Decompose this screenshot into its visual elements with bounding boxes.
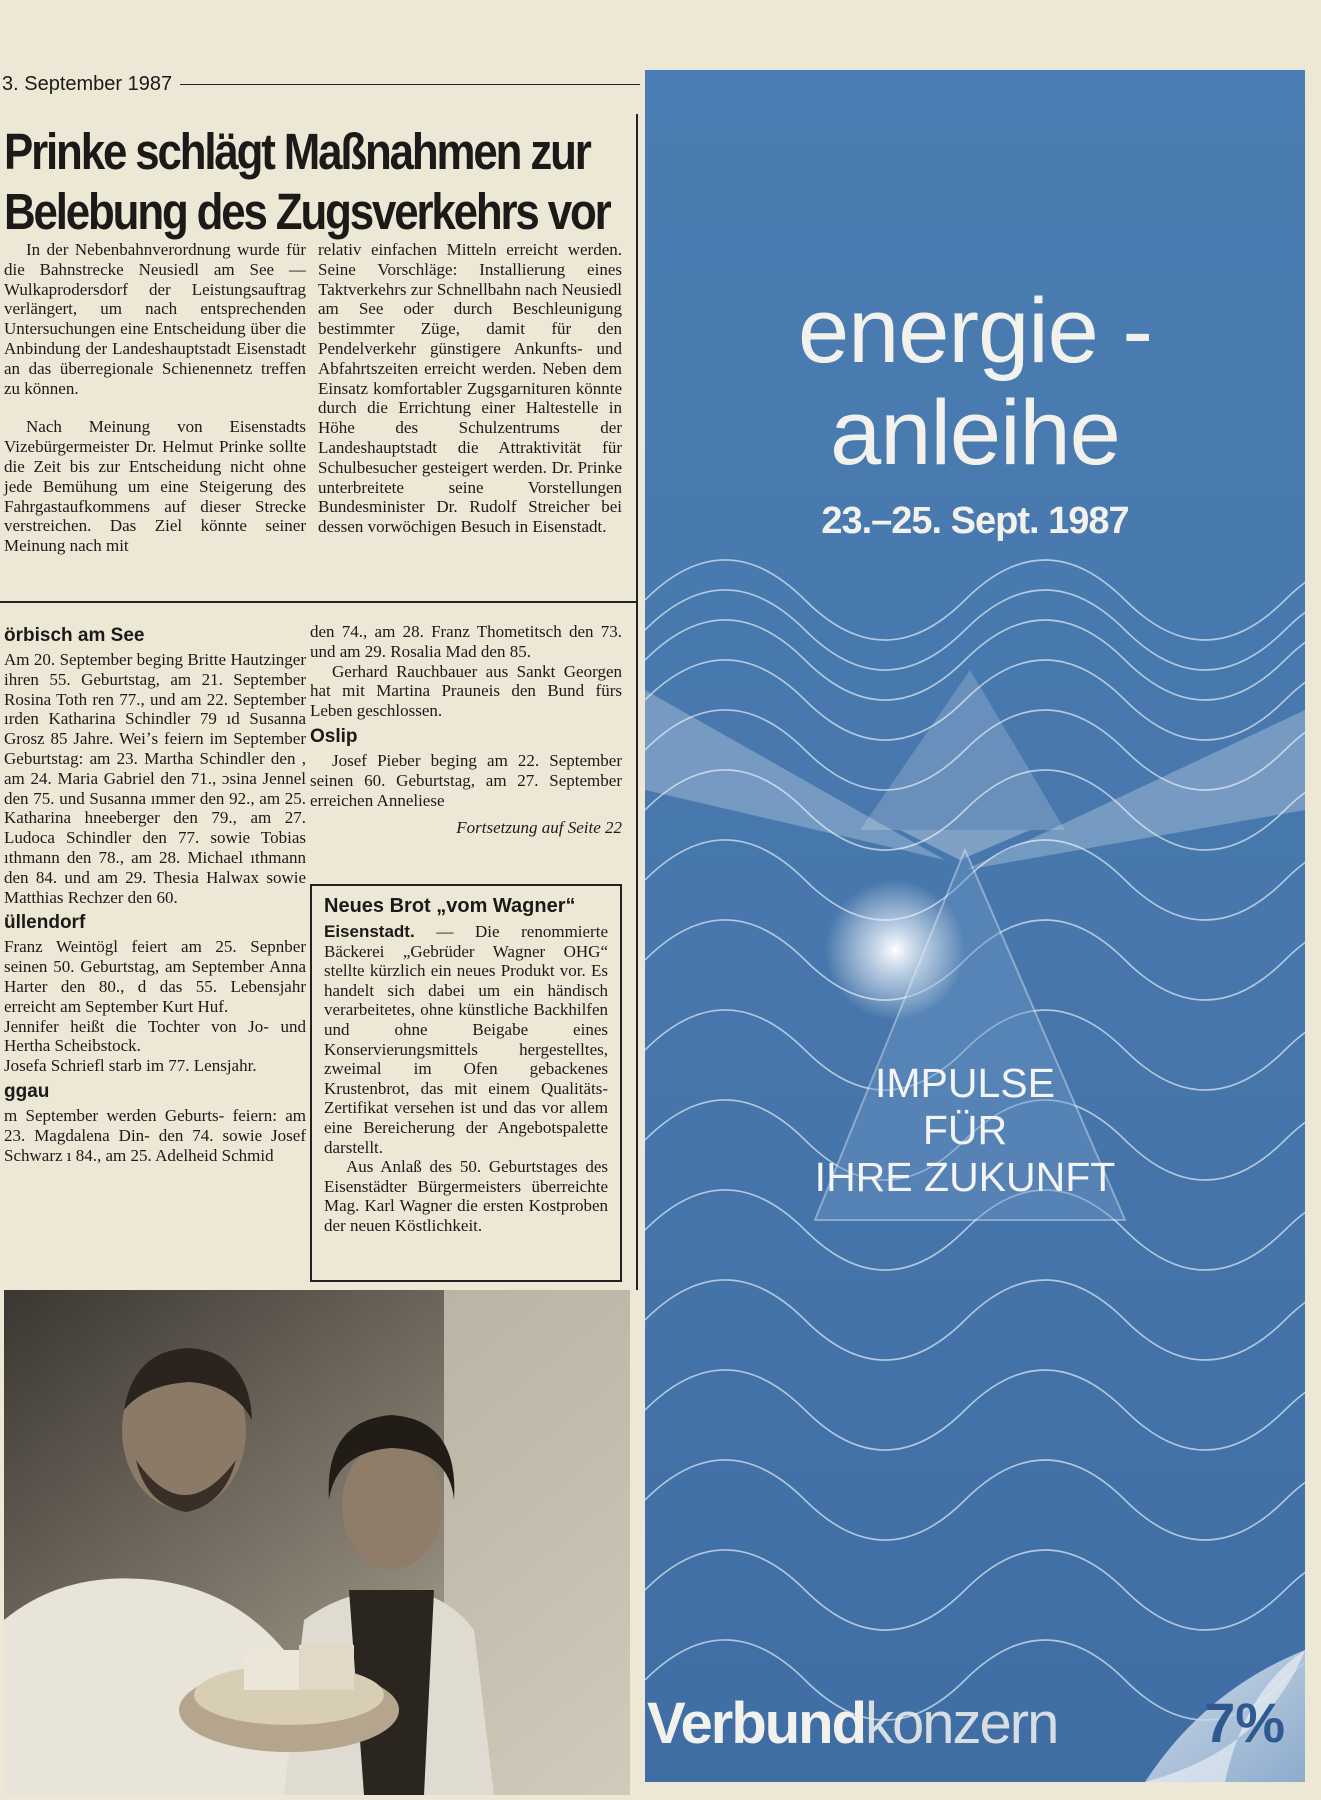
box-text-2: Aus Anlaß des 50. Geburtstages des Eisenstädter Bürgermeisters überreichte Mag. Karl Wagner die ersten Kostproben der neuen Köstlichkeit. [324,1157,608,1235]
section-title-oslip: Oslip [310,725,358,747]
section-divider [0,601,636,603]
ad-title-line-1: energie - [797,280,1153,382]
news-photo [4,1290,630,1795]
ad-interest-rate: 7% [1204,1691,1285,1754]
local-news-text: Jennifer heißt die Tochter von Jo- und Hertha Scheibstock. [4,1016,306,1056]
ad-slogan [765,1060,1165,1201]
dateline-text: 3. September 1987 [2,72,173,95]
bread-news-box [310,884,622,1282]
headline-line-2: Belebung des Zugsverkehrs vor [4,183,610,240]
ad-slogan-line-3: IHRE ZUKUNFT [814,1154,1116,1200]
article-column-1 [4,240,306,556]
ad-title [645,280,1305,484]
section-title-siggau: ggau [4,1080,50,1102]
ad-date: 23.–25. Sept. 1987 [821,500,1129,542]
box-text-body: — Die renommierte Bäckerei „Gebrüder Wagner OHG“ stellte kürzlich ein neues Produkt vor. Es handelt sich dabei um ein händisch verarbeitetes, ohne künstliche Backhilfen und ohne Beigabe eines Konservierungsmittels hergestelltes, zweimal im Ofen gebackenes Krustenbrot, das mit einem Qualitäts-Zertifikat versehen ist und das vor allem eine Bereicherung der Angebotspalette darstellt. [324,922,608,1157]
local-news-column-2 [310,622,622,838]
local-news-text: Josef Pieber beging am 22. September seinen 60. Geburtstag, am 27. September erreichen Anneliese [310,750,622,810]
section-title-muellendorf: üllendorf [4,912,86,934]
box-place: Eisenstadt. [324,922,415,941]
ad-slogan-line-2: FÜR [922,1107,1008,1153]
article-column-2 [318,240,622,537]
ad-brand-light: konzern [865,1691,1058,1756]
light-flare [825,880,965,1020]
ad-title-line-2: anleihe [830,382,1120,484]
ad-brand-bold: Verbund [647,1691,866,1756]
article-headline [4,122,610,242]
photo-illustration [4,1290,630,1795]
local-news-text: den 74., am 28. Franz Thometitsch den 73. und am 29. Rosalia Mad den 85. [310,622,622,661]
local-news-text: Josefa Schriefl starb im 77. Lensjahr. [4,1056,257,1076]
article-paragraph: In der Nebenbahnverordnung wurde für die Bahnstrecke Neusiedl am See — Wulkaprodersdorf der Leistungsauftrag verlängert, um nach entsprechenden Untersuchungen eine Entscheidung über die Anbindung der Landeshauptstadt Eisenstadt an das überregionale Schienennetz treffen zu können. [4,240,306,398]
ad-slogan-line-1: IMPULSE [875,1060,1055,1106]
box-title: Neues Brot „vom Wagner“ [324,895,576,917]
ad-brand [647,1690,1057,1757]
headline-line-1: Prinke schlägt Maßnahmen zur [4,123,590,180]
continued-note: Fortsetzung auf Seite 22 [456,818,622,838]
energy-bond-advertisement [645,70,1305,1782]
local-news-column-1 [4,620,306,1165]
section-title-moerbisch: örbisch am See [4,625,145,646]
local-news-text: Gerhard Rauchbauer aus Sankt Georgen hat mit Martina Prauneis den Bund fürs Leben geschlossen. [310,661,622,721]
local-news-text: Am 20. September beging Britte Hautzinger ihren 55. Geburtstag, am 21. September Rosina Toth ren 77., und am 22. September ırden Katharina Schindler 79 ıd Susanna Grosz 85 Jahre. Weiʼs feiern im September Geburtstag: am 23. Martha Schindler den , am 24. Maria Gabriel den 71., ɔsina Jennel den 75. und Susanna ımmer den 92., am 25. Katharina hneeberger den 79., am 27. Ludoca Schindler den 77. sowie Tobias ıthmann den 78., am 28. Michael ıthmann den 84. und am 29. Thesia Halwax sowie Matthias Rechzer den 60. [4,650,306,907]
dateline [2,70,640,98]
article-paragraph: Nach Meinung von Eisenstadts Vizebürgermeister Dr. Helmut Prinke sollte die Zeit bis zur Entscheidung nicht ohne jede Bemühung um eine Steigerung des Fahrgastaufkommens auf dieser Strecke verstreichen. Das Ziel könnte seiner Meinung nach mit [4,417,306,556]
local-news-text: Franz Weintögl feiert am 25. Sepnber seinen 50. Geburtstag, am September Anna Harter den 80., d das 55. Lebensjahr erreicht am September Kurt Huf. [4,937,306,1016]
box-text [324,922,608,1157]
dateline-rule [180,84,640,85]
article-paragraph: relativ einfachen Mitteln erreicht werden. Seine Vorschläge: Installierung eines Taktverkehrs zur Schnellbahn nach Neusiedl am See oder durch Beschleunigung bestimmter Züge, damit für den Pendelverkehr günstigere Ankunfts- und Abfahrtszeiten erreicht werden. Neben dem Einsatz komfortabler Zugsgarnituren könnte durch die Errichtung einer Haltestelle in Höhe des Schulzentrums der Landeshauptstadt die Attraktivität für Schulbesucher gesteigert werden. Dr. Prinke unterbreitete seine Vorstellungen Bundesminister Dr. Rudolf Streicher bei dessen vorwöchigen Besuch in Eisenstadt. [318,240,622,537]
local-news-text: m September werden Geburts- feiern: am 23. Magdalena Din- den 74. sowie Josef Schwarz ı 84., am 25. Adelheid Schmid [4,1105,306,1165]
